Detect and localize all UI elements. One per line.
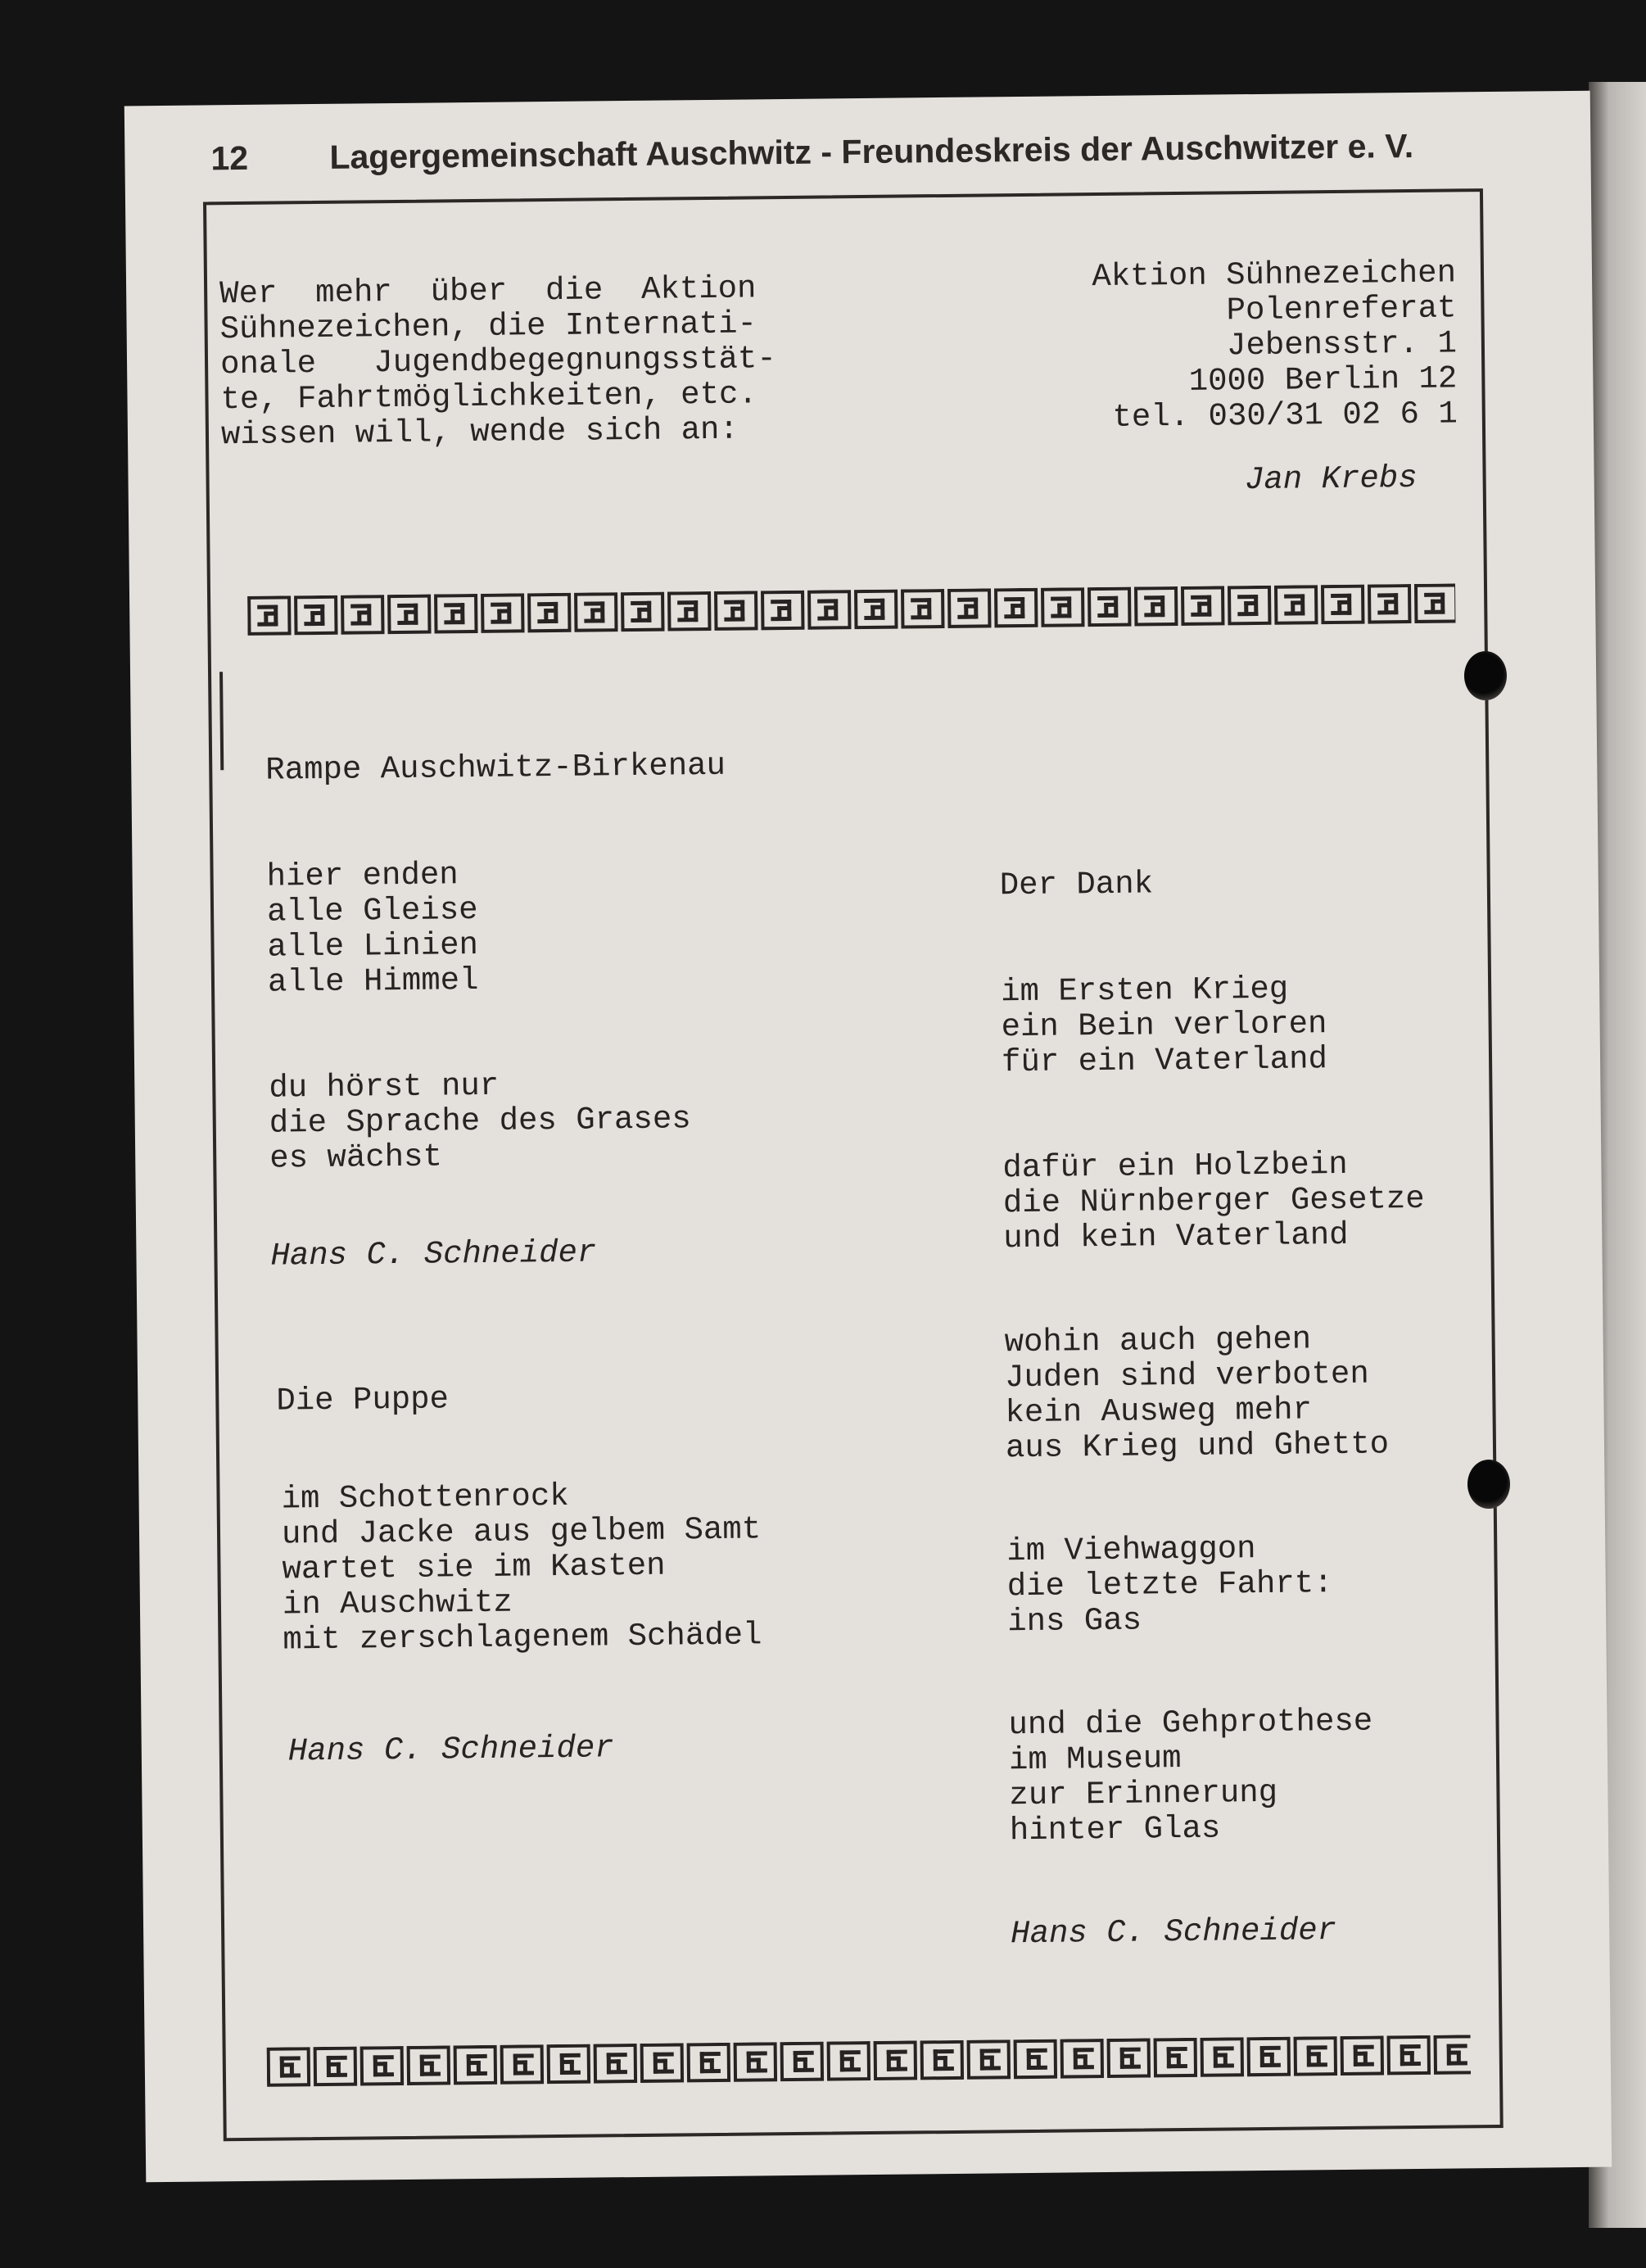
meander-ornament: [481, 593, 524, 633]
poem-line: aus Krieg und Ghetto: [1005, 1426, 1390, 1467]
document-page: [124, 91, 1612, 2183]
meander-ornament: [1041, 587, 1084, 627]
meander-ornament: [341, 595, 384, 635]
info-line: te, Fahrtmöglichkeiten, etc.: [220, 376, 758, 419]
address-line: Aktion Sühnezeichen: [1092, 255, 1457, 296]
meander-ornament: [314, 2047, 357, 2087]
poem-line: die Sprache des Grases: [269, 1101, 691, 1142]
meander-ornament: [1321, 585, 1364, 625]
poem-line: Juden sind verboten: [1004, 1356, 1369, 1397]
poem-title: Rampe Auschwitz-Birkenau: [265, 747, 726, 789]
poem-line: und die Gehprothese: [1008, 1703, 1373, 1744]
meander-ornament: [1060, 2039, 1104, 2079]
info-line: Sühnezeichen, die Internati-: [219, 306, 757, 348]
meander-ornament: [1341, 2035, 1384, 2076]
poem-title: Die Puppe: [276, 1381, 450, 1419]
meander-border-top: [247, 583, 1455, 638]
meander-ornament: [434, 594, 477, 634]
poem-line: in Auschwitz: [282, 1584, 513, 1623]
meander-ornament: [640, 2043, 684, 2083]
page-header: [210, 125, 1553, 178]
signature: Jan Krebs: [1244, 459, 1418, 499]
poem-line: im Schottenrock: [281, 1478, 569, 1518]
poem-line: und kein Vaterland: [1003, 1216, 1349, 1257]
poem-line: du hörst nur: [269, 1067, 500, 1107]
meander-ornament: [1107, 2038, 1151, 2078]
meander-ornament: [807, 590, 851, 630]
poem-line: kein Ausweg mehr: [1005, 1392, 1313, 1432]
meander-ornament: [1368, 584, 1411, 624]
meander-ornament: [920, 2040, 964, 2080]
meander-ornament: [1154, 2038, 1197, 2078]
address-line: tel. 030/31 02 6 1: [1112, 396, 1458, 436]
frame-mark: [219, 672, 224, 770]
meander-ornament: [687, 2043, 730, 2083]
meander-ornament: [500, 2044, 544, 2085]
meander-ornament: [1294, 2036, 1337, 2076]
poem-line: alle Gleise: [266, 891, 478, 930]
poem-line: im Museum: [1008, 1741, 1182, 1779]
poem-line: ein Bein verloren: [1001, 1006, 1327, 1046]
poem-author: Hans C. Schneider: [287, 1730, 614, 1770]
poem-author: Hans C. Schneider: [270, 1234, 597, 1274]
poem-line: im Ersten Krieg: [1000, 971, 1289, 1011]
meander-ornament: [1228, 586, 1271, 626]
meander-ornament: [947, 588, 991, 628]
poem-line: es wächst: [269, 1139, 443, 1177]
info-line: onale Jugendbegegnungsstät-: [219, 341, 777, 383]
binding-hole-top: [1464, 651, 1507, 700]
poem-line: wohin auch gehen: [1004, 1321, 1312, 1361]
meander-ornament: [901, 589, 944, 629]
meander-ornament: [574, 592, 617, 632]
poem-line: die letzte Fahrt:: [1006, 1565, 1333, 1605]
meander-ornament: [527, 593, 571, 633]
meander-ornament: [667, 591, 711, 632]
meander-ornament: [780, 2042, 824, 2082]
meander-ornament: [1247, 2037, 1291, 2077]
poem-line: alle Linien: [267, 926, 479, 966]
meander-ornament: [1134, 586, 1178, 627]
meander-ornament: [621, 592, 664, 632]
meander-ornament: [761, 591, 804, 631]
meander-ornament: [407, 2045, 450, 2085]
meander-ornament: [267, 2047, 310, 2087]
meander-ornament: [360, 2046, 404, 2086]
poem-line: hinter Glas: [1009, 1810, 1221, 1849]
poem-author: Hans C. Schneider: [1010, 1913, 1337, 1953]
meander-ornament: [1088, 587, 1131, 627]
meander-border-bottom: [267, 2035, 1471, 2089]
binding-hole-bottom: [1467, 1460, 1510, 1509]
meander-ornament: [874, 2040, 917, 2080]
poem-line: und Jacke aus gelbem Samt: [281, 1511, 762, 1553]
meander-ornament: [1414, 583, 1456, 623]
meander-ornament: [1201, 2037, 1244, 2077]
poem-line: ins Gas: [1006, 1602, 1142, 1641]
poem-line: wartet sie im Kasten: [282, 1547, 666, 1588]
address-block: [997, 255, 1458, 499]
meander-ornament: [994, 588, 1038, 628]
meander-ornament: [1387, 2035, 1431, 2076]
meander-ornament: [734, 2042, 777, 2082]
meander-ornament: [294, 595, 337, 636]
meander-ornament: [1274, 585, 1318, 625]
poem-title: Der Dank: [999, 866, 1154, 904]
meander-ornament: [967, 2039, 1011, 2080]
page-number: 12: [210, 138, 249, 178]
poem-line: zur Erinnerung: [1009, 1774, 1278, 1814]
meander-ornament: [827, 2041, 870, 2081]
publication-title: Lagergemeinschaft Auschwitz - Freundeskreis der Auschwitzer e. V.: [329, 126, 1414, 176]
poem-line: für ein Vaterland: [1001, 1041, 1328, 1081]
meander-ornament: [594, 2044, 637, 2084]
meander-ornament: [247, 595, 291, 636]
content-frame: [203, 188, 1504, 2141]
meander-ornament: [547, 2044, 590, 2085]
meander-ornament: [1434, 2035, 1472, 2074]
poem-line: die Nürnberger Gesetze: [1002, 1180, 1425, 1222]
poem-line: mit zerschlagenem Schädel: [283, 1617, 762, 1659]
meander-ornament: [1181, 586, 1224, 626]
poem-line: im Viehwaggon: [1006, 1531, 1256, 1570]
poem-line: alle Himmel: [267, 962, 479, 1001]
poem-line: hier enden: [266, 857, 459, 895]
info-line: wissen will, wende sich an:: [220, 411, 739, 454]
meander-ornament: [454, 2045, 497, 2085]
address-line: 1000 Berlin 12: [1188, 360, 1458, 400]
info-line: Wer mehr über die Aktion: [219, 270, 757, 313]
address-line: Polenreferat: [1226, 290, 1457, 329]
meander-ornament: [387, 595, 431, 635]
address-line: Jebensstr. 1: [1226, 325, 1458, 364]
meander-ornament: [854, 590, 898, 630]
poem-line: dafür ein Holzbein: [1002, 1146, 1348, 1187]
meander-ornament: [1014, 2039, 1057, 2080]
meander-ornament: [714, 591, 757, 631]
